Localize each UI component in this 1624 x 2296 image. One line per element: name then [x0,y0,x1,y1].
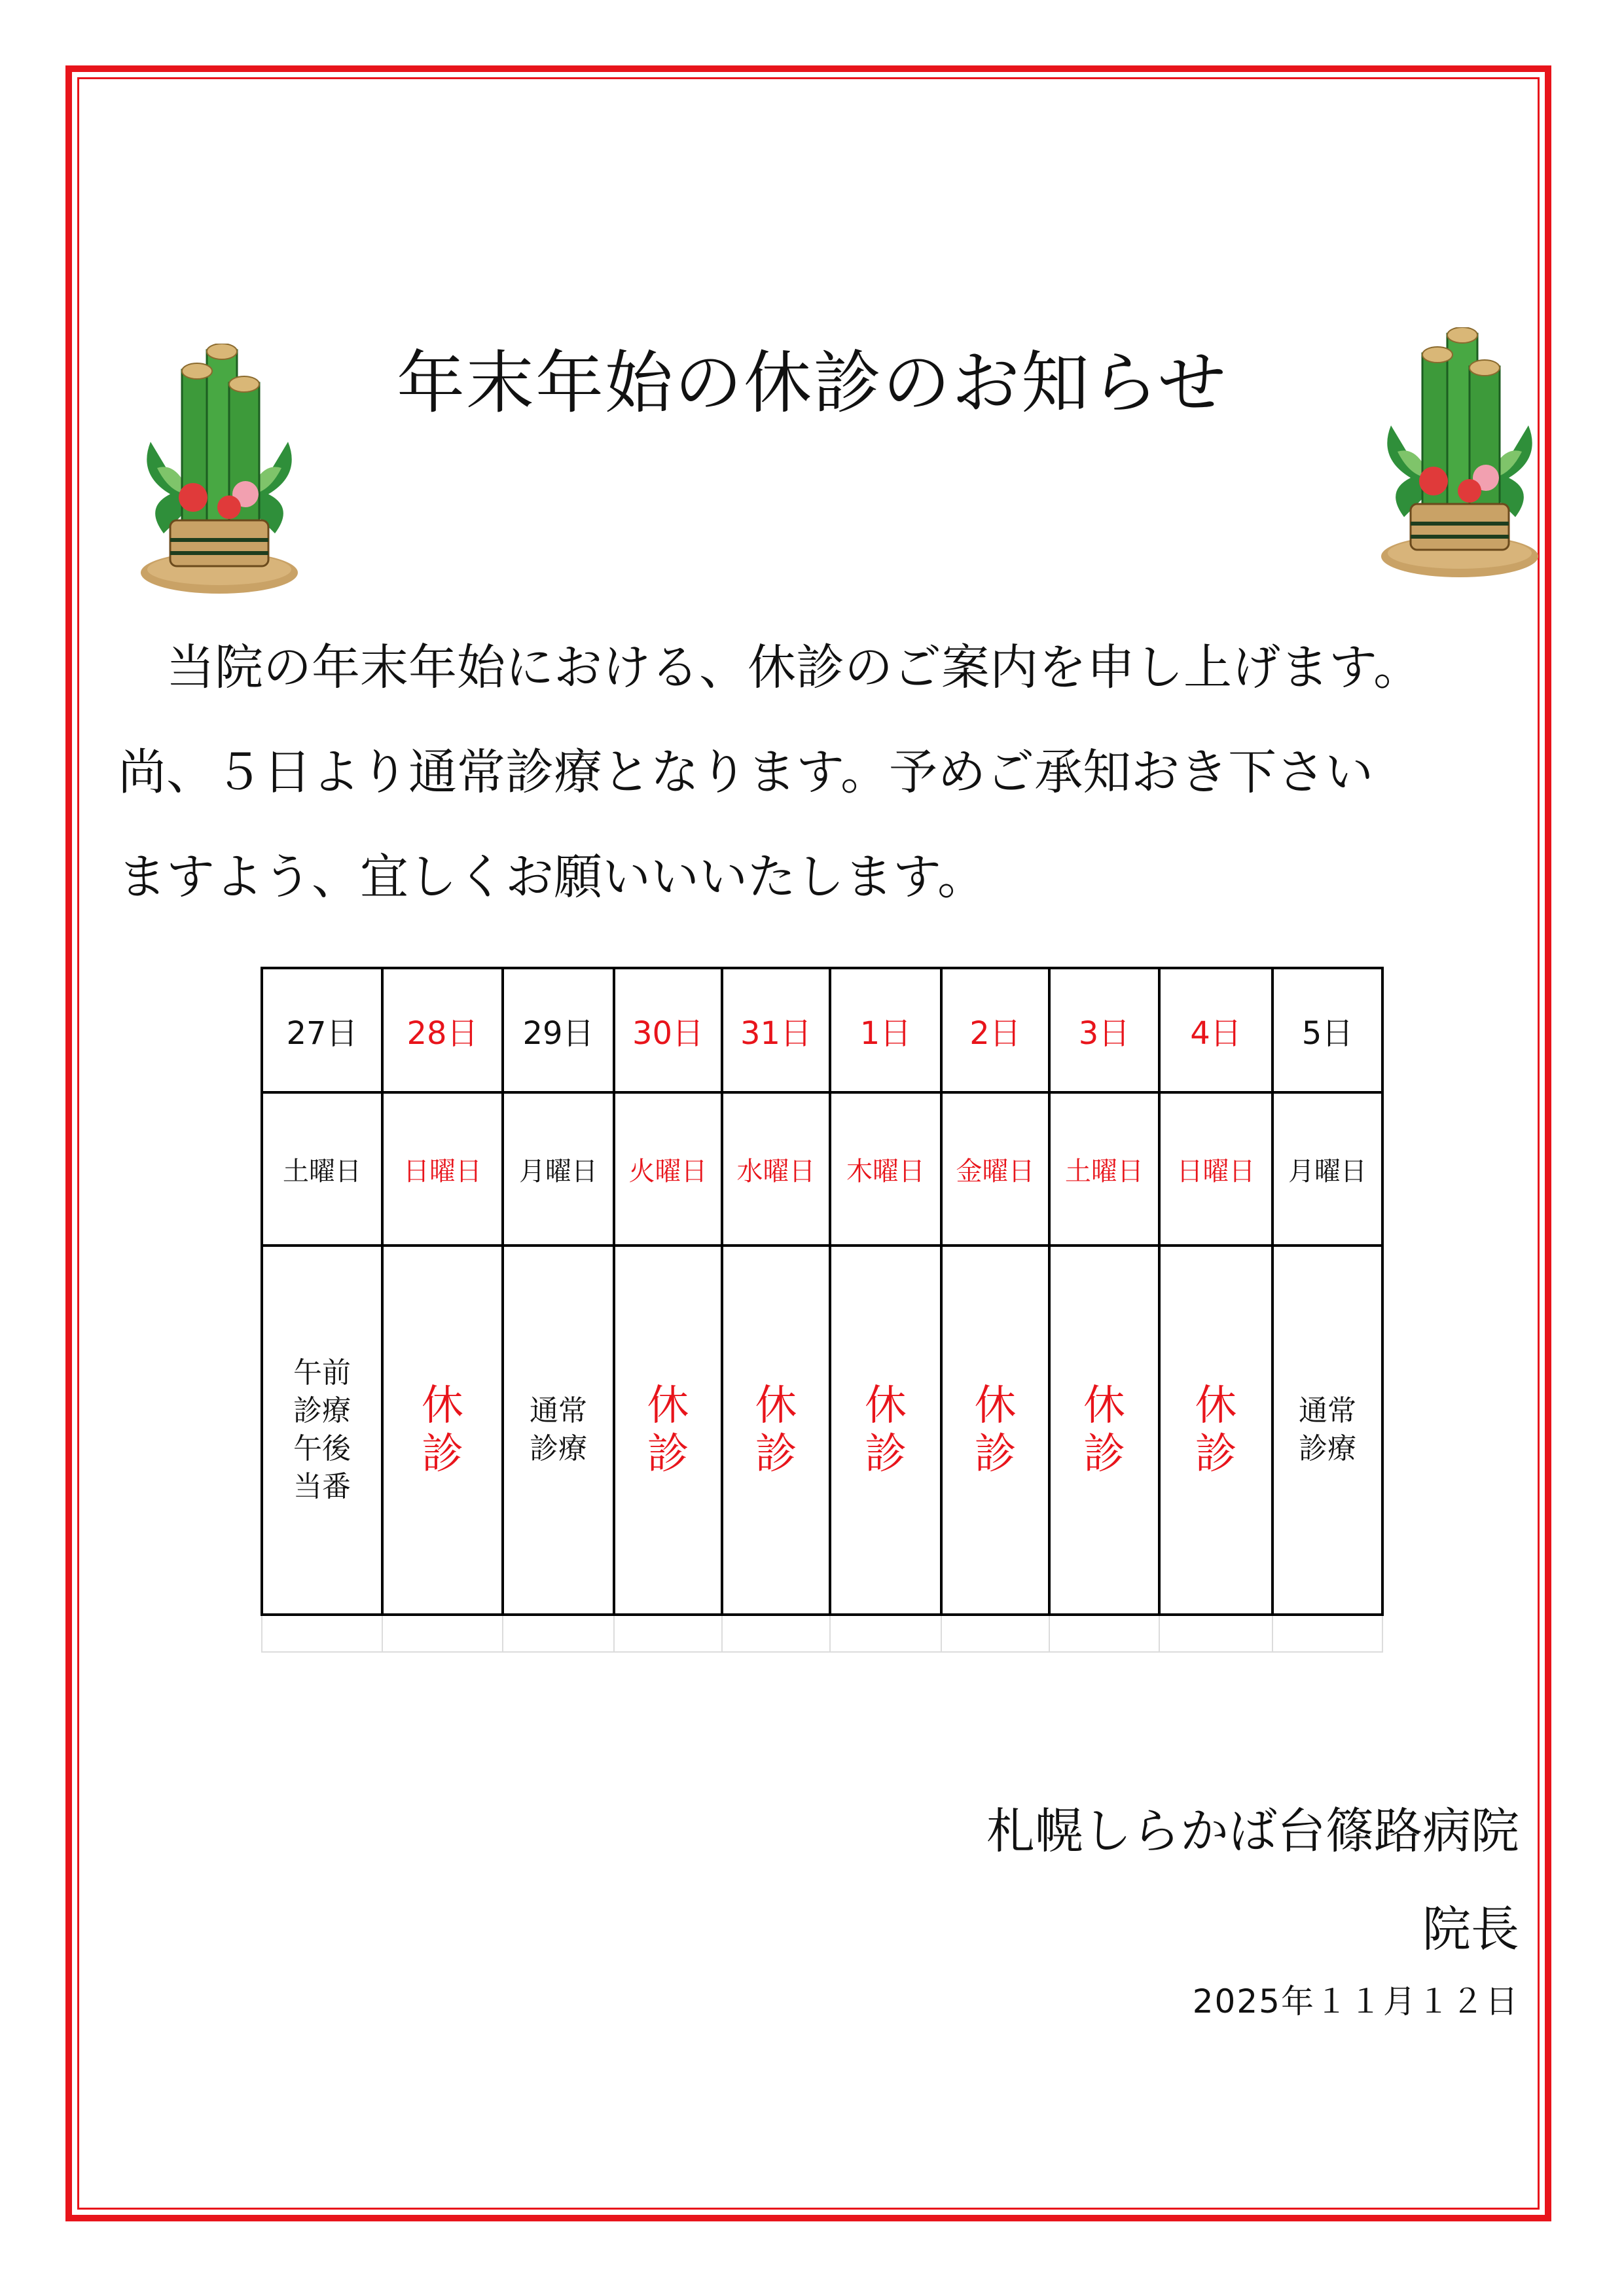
empty-cell [262,1615,382,1652]
status-cell [614,1246,722,1615]
hospital-name: 札幌しらかば台篠路病院 [986,1803,1519,1859]
date-cell: 31日 [722,968,830,1092]
status-text: 休 診 [422,1382,463,1479]
status-cell [382,1246,503,1615]
empty-cell [1159,1615,1272,1652]
date-cell: 28日 [382,968,503,1092]
status-cell [503,1246,614,1615]
holiday-schedule-table [261,967,1384,1653]
empty-cell [1272,1615,1382,1652]
date-cell: 30日 [614,968,722,1092]
empty-cell [614,1615,722,1652]
empty-cell [503,1615,614,1652]
weekday-cell: 木曜日 [830,1092,941,1246]
status-text: 休 診 [755,1382,797,1479]
notice-body-line: 尚、５日より通常診療となります。予めご承知おき下さい [118,744,1374,800]
issue-date: 2025年１１月１２日 [1192,1982,1519,2020]
status-text: 休 診 [647,1382,689,1479]
weekday-cell: 水曜日 [722,1092,830,1246]
empty-cell [830,1615,941,1652]
status-cell [1272,1246,1382,1615]
notice-body-line: ますよう、宜しくお願いいいたします。 [118,849,986,905]
date-cell: 2日 [941,968,1049,1092]
weekday-cell: 月曜日 [503,1092,614,1246]
notice-body-line: 当院の年末年始における、休診のご案内を申し上げます。 [118,639,1422,696]
date-cell: 29日 [503,968,614,1092]
status-cell [941,1246,1049,1615]
status-cell [722,1246,830,1615]
date-cell: 4日 [1159,968,1272,1092]
status-cell [830,1246,941,1615]
status-cell [1159,1246,1272,1615]
date-cell: 27日 [262,968,382,1092]
empty-cell [1049,1615,1159,1652]
weekday-cell: 金曜日 [941,1092,1049,1246]
date-cell: 5日 [1272,968,1382,1092]
status-cell [262,1246,382,1615]
weekday-cell: 土曜日 [262,1092,382,1246]
page-title: 年末年始の休診のお知らせ [397,343,1227,423]
weekday-cell: 土曜日 [1049,1092,1159,1246]
weekday-cell: 月曜日 [1272,1092,1382,1246]
status-text: 午前 診療 午後 当番 [293,1356,351,1503]
status-text: 休 診 [1195,1382,1237,1479]
status-text: 通常 診療 [1299,1394,1356,1465]
weekday-cell: 日曜日 [382,1092,503,1246]
status-text: 休 診 [865,1382,907,1479]
weekday-cell: 日曜日 [1159,1092,1272,1246]
date-cell: 1日 [830,968,941,1092]
status-text: 通常 診療 [530,1394,587,1465]
notice-body [118,615,1558,929]
status-text: 休 診 [974,1382,1017,1479]
weekday-cell: 火曜日 [614,1092,722,1246]
date-cell: 3日 [1049,968,1159,1092]
status-cell [1049,1246,1159,1615]
empty-cell [382,1615,503,1652]
empty-cell [722,1615,830,1652]
status-text: 休 診 [1083,1382,1125,1479]
signatory-title: 院長 [1422,1901,1519,1958]
empty-cell [941,1615,1049,1652]
